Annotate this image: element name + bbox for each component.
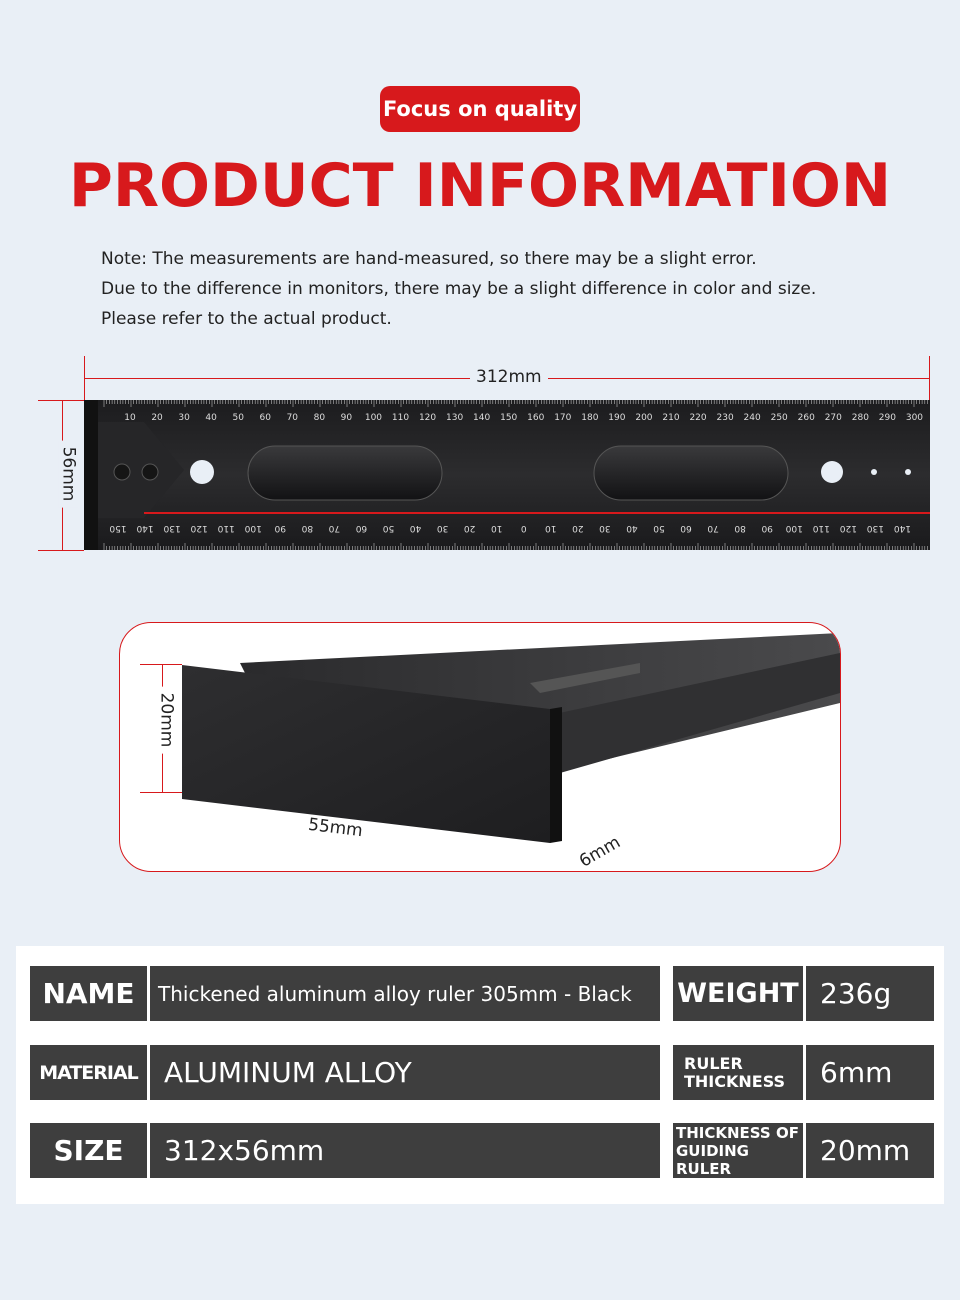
- guide-thickness-label: 6mm: [575, 832, 624, 872]
- scale-label: 100: [785, 523, 803, 533]
- scale-label: 60: [355, 523, 368, 533]
- scale-label: 60: [680, 523, 692, 533]
- width-label: 56mm: [58, 441, 78, 508]
- scale-label: 30: [599, 523, 611, 533]
- name-value: Thickened aluminum alloy ruler 305mm - Black: [150, 966, 660, 1021]
- ruler-thickness-label: [673, 1045, 803, 1100]
- scale-label: 70: [328, 523, 341, 533]
- scale-label: 80: [301, 523, 314, 533]
- measurement-notes: [101, 244, 816, 334]
- scale-label: 60: [259, 413, 271, 423]
- scale-label: 110: [812, 523, 830, 533]
- scale-label: 140: [893, 523, 912, 533]
- scale-label: 150: [500, 413, 518, 423]
- size-value: 312x56mm: [150, 1123, 660, 1178]
- page-title: PRODUCT INFORMATION: [68, 151, 892, 221]
- scale-label: 130: [866, 523, 884, 533]
- dimension-tick-bottom: [38, 550, 84, 551]
- scale-label: 140: [136, 523, 154, 533]
- ruler-head: [84, 400, 98, 550]
- scale-label: 40: [409, 523, 422, 533]
- scale-label: 110: [391, 413, 410, 423]
- grip-slot: [248, 446, 442, 500]
- scale-label: 20: [463, 523, 476, 533]
- guide-thickness-label: [673, 1123, 803, 1178]
- guide-length-label: 55mm: [306, 814, 364, 842]
- guide-thickness-label-line: GUIDING RULER: [676, 1141, 749, 1178]
- focus-badge: Focus on quality: [380, 86, 580, 132]
- scale-label: 200: [635, 413, 653, 423]
- material-label: MATERIAL: [30, 1045, 147, 1100]
- name-label: NAME: [30, 966, 147, 1021]
- dimension-tick-top: [38, 400, 84, 401]
- scale-label: 110: [217, 523, 235, 533]
- scale-label: 50: [232, 413, 244, 423]
- scale-label: 130: [446, 413, 464, 423]
- scale-label: 190: [608, 413, 626, 423]
- scale-label: 270: [824, 413, 842, 423]
- scale-label: 0: [520, 523, 527, 533]
- scale-label: 300: [905, 413, 924, 423]
- scale-label: 230: [716, 413, 734, 423]
- scale-label: 280: [851, 413, 869, 423]
- weight-label: WEIGHT: [673, 966, 803, 1021]
- scale-label: 120: [839, 523, 857, 533]
- scale-label: 250: [770, 413, 788, 423]
- scale-label: 90: [340, 413, 353, 423]
- spec-table: [16, 946, 944, 1204]
- scale-label: 140: [473, 413, 491, 423]
- ruler-top-view: [84, 400, 930, 550]
- scale-label: 40: [205, 413, 217, 423]
- scale-label: 260: [797, 413, 815, 423]
- guide-thickness-value: 20mm: [806, 1123, 934, 1178]
- scale-label: 170: [554, 413, 572, 423]
- scale-label: 80: [734, 523, 746, 533]
- guide-height-label: 20mm: [156, 687, 176, 754]
- scale-label: 70: [286, 413, 299, 423]
- scale-label: 50: [382, 523, 395, 533]
- scale-label: 130: [163, 523, 181, 533]
- scale-label: 20: [572, 523, 584, 533]
- pin-hole-icon: [905, 469, 911, 475]
- scale-label: 70: [707, 523, 719, 533]
- guide-detail-illustration: [120, 623, 840, 871]
- scale-label: 120: [190, 523, 208, 533]
- guide-thickness-label-line: THICKNESS OF: [676, 1123, 799, 1142]
- scale-label: 180: [581, 413, 599, 423]
- scale-label: 90: [274, 523, 287, 533]
- scale-label: 10: [124, 413, 136, 423]
- scale-label: 30: [436, 523, 449, 533]
- pin-hole-icon: [871, 469, 877, 475]
- grip-slot: [594, 446, 788, 500]
- scale-label: 220: [689, 413, 707, 423]
- scale-label: 210: [662, 413, 680, 423]
- length-label: 312mm: [470, 367, 548, 387]
- scale-label: 120: [418, 413, 437, 423]
- scale-label: 290: [878, 413, 896, 423]
- scale-label: 40: [626, 523, 638, 533]
- note-line: Due to the difference in monitors, there may be a slight difference in color and size.: [101, 279, 817, 299]
- guide-detail-frame: [119, 622, 841, 872]
- scale-label: 160: [527, 413, 545, 423]
- scale-label: 20: [151, 413, 163, 423]
- hang-hole-icon: [190, 460, 214, 484]
- scale-label: 90: [761, 523, 773, 533]
- hole-icon: [821, 461, 843, 483]
- scale-label: 100: [364, 413, 383, 423]
- ruler-thickness-value: 6mm: [806, 1045, 934, 1100]
- screw-icon: [114, 464, 130, 480]
- material-value: ALUMINUM ALLOY: [150, 1045, 660, 1100]
- dimension-tick-bottom: [140, 792, 182, 793]
- scale-label: 10: [490, 523, 503, 533]
- ruler-thickness-label-line: RULER: [684, 1053, 743, 1073]
- scale-label: 150: [109, 523, 127, 533]
- size-label: SIZE: [30, 1123, 147, 1178]
- weight-value: 236g: [806, 966, 934, 1021]
- ruler-thickness-label-line: THICKNESS: [684, 1071, 786, 1091]
- scale-label: 240: [743, 413, 761, 423]
- scale-label: 30: [178, 413, 190, 423]
- note-line: Note: The measurements are hand-measured, so there may be a slight error.: [101, 249, 757, 269]
- screw-icon: [142, 464, 158, 480]
- scale-label: 100: [244, 523, 262, 533]
- scale-label: 50: [653, 523, 665, 533]
- dimension-tick-top: [140, 664, 182, 665]
- scale-label: 80: [313, 413, 326, 423]
- red-scale-line: [144, 512, 930, 514]
- scale-label: 10: [545, 523, 557, 533]
- note-line: Please refer to the actual product.: [101, 309, 392, 329]
- guide-block-side: [550, 707, 562, 843]
